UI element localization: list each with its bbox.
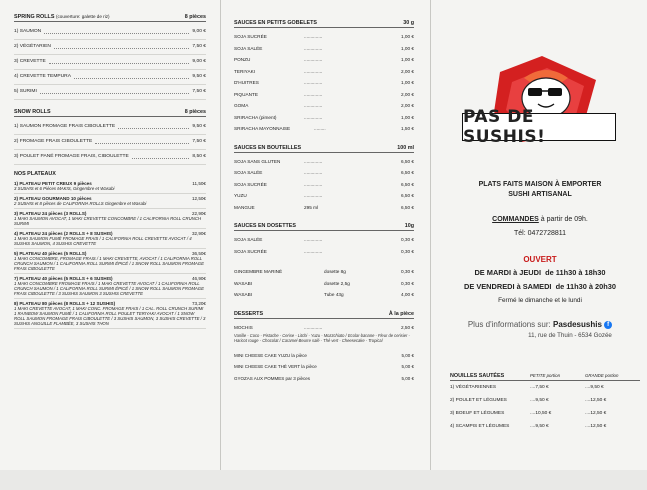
list-item: MOCHIS .............. 2,50 € bbox=[234, 324, 414, 330]
list-item: SOJA SANS GLUTEN .............. 6,50 € bbox=[234, 158, 414, 164]
item-price: 1,00 € bbox=[400, 114, 414, 120]
sauces-dosettes-list bbox=[234, 234, 414, 301]
list-item bbox=[14, 135, 206, 150]
facebook-icon: f bbox=[604, 321, 612, 329]
desserts-unit: À la pièce bbox=[388, 310, 414, 317]
hours-weekend-days: DE VENDREDI à SAMEDI bbox=[464, 282, 552, 291]
item-name: 5) SURIMI bbox=[14, 89, 37, 95]
plateau-price: 11,50€ bbox=[192, 181, 206, 186]
item-price: 7,50 € bbox=[192, 44, 206, 50]
orders-label: COMMANDES bbox=[492, 216, 539, 223]
nouilles-section bbox=[450, 373, 640, 433]
item-price: 6,50 € bbox=[400, 181, 414, 187]
list-item bbox=[234, 202, 414, 214]
list-item: 3) BOEUF ET LÉGUMES ....10,50 € ....12,50 € bbox=[450, 411, 607, 416]
item-name: PONZU bbox=[234, 57, 251, 63]
plateau-price: 22,90€ bbox=[191, 211, 206, 216]
list-item bbox=[14, 251, 206, 274]
item-price: 5,00 € bbox=[401, 375, 414, 381]
plateau-desc: 2 SUSHIS et 8 pièces de CALIFORNIA ROLLS Gingembre et Wasabi bbox=[14, 201, 147, 206]
plateau-desc: 1 MAKI CONCOMBRE FROMAGE FRAIS / 1 MAKI CREVETTE AVOCAT / 1 CALIFORNIA ROLL CRUNCH SAUMON / 1 CALIFORNIA ROLL SURIMI ÉPICÉ / 1 SNOW ROLL SAUMON FROMAGE FRAIS CIBOULETTE / 3 SUSHIS SAUMON 3 SUSHIS CREVETTE bbox=[14, 281, 204, 296]
item-name: SOJA SALÉE bbox=[234, 45, 263, 51]
grande-price: 9,50 € bbox=[590, 385, 604, 390]
snow-rolls-list bbox=[14, 120, 206, 165]
item-price: 6,50 € bbox=[400, 204, 414, 210]
item-price: 6,50 € bbox=[400, 170, 414, 176]
item-price: 5,00 € bbox=[401, 364, 414, 370]
list-item bbox=[14, 196, 206, 209]
item-name: SOJA SALÉE bbox=[234, 237, 263, 243]
petite-price: 9,50 € bbox=[535, 424, 549, 429]
sauces-gobelets-title: SAUCES EN PETITS GOBELETS bbox=[234, 20, 317, 26]
desserts-list bbox=[234, 322, 414, 384]
item-volume: 295 ml bbox=[304, 204, 319, 210]
hours-weekend-time: de 11h30 à 20h30 bbox=[555, 282, 616, 291]
plateau-title: 4) PLATEAU 24 pièces (2 ROLLS + 8 SUSHIS) bbox=[14, 231, 113, 236]
list-item: SOJA SALÉE .............. 0,30 € bbox=[234, 237, 414, 243]
item-price: 0,30 € bbox=[400, 269, 414, 275]
list-item bbox=[14, 181, 206, 194]
snow-rolls-title: SNOW ROLLS bbox=[14, 109, 51, 115]
list-item bbox=[14, 120, 206, 135]
mochis-flavours: Vanille - Coco - Pistache - Cerise - Litchi - Yuzu - Mozzchiato / Ecolar-banane - Fleur de cerisier - Haricot rouge - Chocolat / Caramel-Beurre salé - Thé vert - Cheesecake - Tropical bbox=[234, 333, 410, 344]
item-name: 1) VÉGÉTARIENNES bbox=[450, 385, 497, 390]
item-name: MINI CHEESE CAKE YUZU la pièce bbox=[234, 352, 307, 358]
item-name: 2) POULET ET LÉGUMES bbox=[450, 398, 507, 403]
plateau-price: 46,90€ bbox=[191, 276, 206, 281]
orders-line bbox=[440, 215, 640, 224]
plateau-desc: 1 MAKI CONCOMBRE, FROMAGE FRAIS / 1 MAKI CREVETTE, AVOCAT / 1 CALIFORNIA ROLL CRUNCH SAUMON / 1 CALIFORNIA ROLL SURIMI ÉPICÉ / 1 SNOW ROLL SAUMON FROMAGE FRAIS CIBOULETTE bbox=[14, 256, 204, 271]
fold-line-left bbox=[220, 0, 221, 470]
item-price: 5,00 € bbox=[401, 352, 414, 358]
item-price: 9,00 € bbox=[192, 59, 206, 65]
sauces-gobelets-header bbox=[234, 20, 414, 28]
petite-price: 10,50 € bbox=[535, 411, 552, 416]
list-item: 1) VÉGÉTARIENNES ....7,50 € ....9,50 € bbox=[450, 385, 604, 390]
sauces-gobelets-list bbox=[234, 31, 414, 135]
item-name: SOJA SUCRÉE bbox=[234, 181, 267, 187]
item-name: SOJA SUCRÉE bbox=[234, 34, 267, 40]
list-item bbox=[14, 231, 206, 249]
item-name: SRIRACHA MAYONNAISE bbox=[234, 126, 291, 132]
fold-line-right bbox=[430, 0, 431, 470]
list-item bbox=[234, 361, 414, 373]
plateau-desc: 3 SUSHIS et 6 Pièces MAKIS, Gingembre et Wasabi bbox=[14, 186, 115, 191]
item-name: 3) CREVETTE bbox=[14, 59, 46, 65]
hours-weekday-time: de 11h30 à 18h30 bbox=[545, 268, 606, 277]
more-info-label: Plus d'informations sur: bbox=[467, 320, 551, 329]
plateau-price: 36,50€ bbox=[191, 251, 206, 256]
orders-time: à partir de 09h. bbox=[540, 216, 588, 223]
item-name: 4) CREVETTE TEMPURA bbox=[14, 74, 71, 80]
plateaux-list bbox=[14, 181, 206, 329]
plateau-title: 7) PLATEAU 40 pièces (5 ROLLS + 6 SUSHIS) bbox=[14, 276, 113, 281]
list-item bbox=[14, 40, 206, 55]
spring-rolls-list bbox=[14, 25, 206, 100]
item-name: YUZU bbox=[234, 193, 247, 199]
list-item: SOJA SUCRÉE .............. 6,50 € bbox=[234, 181, 414, 187]
list-item bbox=[234, 266, 414, 278]
list-item bbox=[14, 276, 206, 299]
plateau-title: 3) PLATEAU 24 pièces (3 ROLLS) bbox=[14, 211, 87, 216]
brand-name: PAS DE SUSHIS! bbox=[462, 113, 616, 141]
item-price: 2,00 € bbox=[400, 103, 414, 109]
grande-price: 12,50 € bbox=[590, 411, 607, 416]
item-name: D'HUITRES bbox=[234, 80, 259, 86]
hours-weekday-days: DE MARDI à JEUDI bbox=[474, 268, 541, 277]
item-price: 6,50 € bbox=[400, 158, 414, 164]
spring-rolls-title: SPRING ROLLS bbox=[14, 14, 55, 20]
item-price: 9,50 € bbox=[192, 124, 206, 130]
list-item bbox=[14, 150, 206, 165]
item-price: 6,50 € bbox=[400, 193, 414, 199]
plateau-title: 2) PLATEAU GOURMAND 10 pièces bbox=[14, 196, 92, 201]
spring-rolls-header bbox=[14, 14, 206, 22]
item-price: 2,50 € bbox=[400, 324, 414, 330]
item-name: MANGUE bbox=[234, 204, 255, 210]
sauces-bouteilles-title: SAUCES EN BOUTEILLES bbox=[234, 144, 302, 151]
item-name: 3) POULET PANÉ FROMAGE FRAIS, CIBOULETTE bbox=[14, 154, 129, 160]
list-item: SRIRACHA MAYONNAISE ......... 1,50 € bbox=[234, 126, 414, 132]
address: 11, rue de Thuin - 6534 Gozée bbox=[528, 332, 612, 339]
list-item: PONZU .............. 1,00 € bbox=[234, 57, 414, 63]
snow-rolls-qty: 8 pièces bbox=[184, 109, 206, 115]
item-name: GOMA bbox=[234, 103, 249, 109]
item-name: GYOZAS AUX POMMES par 3 pièces bbox=[234, 375, 311, 381]
item-name: GINGEMBRE MARINÉ bbox=[234, 269, 283, 275]
item-price: 1,00 € bbox=[400, 80, 414, 86]
plateaux-header bbox=[14, 171, 206, 178]
phone: Tél: 0472728811 bbox=[513, 230, 567, 237]
list-item: 4) SCAMPIS ET LÉGUMES ....9,50 € ....12,50 € bbox=[450, 424, 607, 429]
column-brand-info bbox=[440, 0, 640, 470]
list-item: TERIYAKI .............. 2,00 € bbox=[234, 68, 414, 74]
list-item: SOJA SALÉE .............. 1,00 € bbox=[234, 45, 414, 51]
item-name: SRIRACHA (piment) bbox=[234, 114, 277, 120]
item-price: 7,50 € bbox=[192, 89, 206, 95]
item-price: 1,00 € bbox=[400, 34, 414, 40]
item-name: 1) SAUMON FROMAGE FRAIS CIBOULETTE bbox=[14, 124, 116, 130]
plateau-desc: 1 MAKI SAUMON AVOCAT, 1 MAKI CREVETTE CONCOMBRE / 1 CALIFORNIA ROLL CRUNCH SURIMI bbox=[14, 216, 202, 226]
list-item bbox=[14, 55, 206, 70]
desserts-header bbox=[234, 311, 414, 319]
item-name: 1) SAUMON bbox=[14, 29, 42, 35]
item-name: MOCHIS bbox=[234, 324, 253, 330]
list-item: 2) POULET ET LÉGUMES ....9,50 € ....12,50 € bbox=[450, 398, 607, 403]
list-item bbox=[14, 25, 206, 40]
petite-price: 9,50 € bbox=[535, 398, 549, 403]
sauces-dosettes-unit: 10g bbox=[404, 223, 414, 229]
list-item: GOMA .............. 2,00 € bbox=[234, 103, 414, 109]
hours-weekend bbox=[440, 282, 640, 291]
tagline-1: PLATS FAITS MAISON À EMPORTER bbox=[478, 181, 602, 188]
list-item bbox=[14, 301, 206, 329]
item-price: 9,00 € bbox=[192, 29, 206, 35]
more-info-line bbox=[440, 320, 640, 329]
item-name: PIQUANTE bbox=[234, 91, 258, 97]
list-item bbox=[234, 372, 414, 384]
list-item: YUZU .............. 6,50 € bbox=[234, 193, 414, 199]
plateau-price: 73,20€ bbox=[191, 301, 206, 306]
item-price: 9,50 € bbox=[192, 74, 206, 80]
plateau-price: 32,90€ bbox=[191, 231, 206, 236]
nouilles-title: NOUILLES SAUTÉES bbox=[450, 373, 505, 379]
plateau-title: 8) PLATEAU 80 pièces (8 ROLLS + 12 SUSHIS) bbox=[14, 301, 116, 306]
item-name: 2) VÉGÉTARIEN bbox=[14, 44, 51, 50]
item-volume: dosette 8g bbox=[324, 269, 346, 275]
closed-days: Fermé le dimanche et le lundi bbox=[498, 297, 582, 304]
item-price: 2,00 € bbox=[400, 91, 414, 97]
plateau-price: 12,50€ bbox=[191, 196, 206, 201]
list-item bbox=[14, 70, 206, 85]
plateau-desc: 1 MAKI SAUMON FUMÉ FROMAGE FRAIS / 1 CALIFORNIA ROLL CREVETTE AVOCAT / 4 SUSHIS SAUMON, 4 SUSHIS CREVETTE bbox=[14, 236, 192, 246]
column-sauces-desserts bbox=[234, 20, 414, 490]
plateau-title: 5) PLATEAU 40 pièces (5 ROLLS) bbox=[14, 251, 87, 256]
desserts-title: DESSERTS bbox=[234, 310, 264, 317]
list-item bbox=[234, 278, 414, 290]
snow-rolls-header bbox=[14, 109, 206, 117]
item-name: SOJA SUCRÉE bbox=[234, 248, 267, 254]
item-name: MINI CHEESE CAKE THÉ VERT la pièce bbox=[234, 364, 317, 370]
list-item: SOJA SUCRÉE .............. 1,00 € bbox=[234, 34, 414, 40]
item-name: SOJA SANS GLUTEN bbox=[234, 158, 281, 164]
grande-price: 12,50 € bbox=[590, 398, 607, 403]
item-name: 2) FROMAGE FRAIS CIBOULETTE bbox=[14, 139, 93, 145]
spring-rolls-subtitle: (couverture: galette de riz) bbox=[55, 14, 110, 19]
item-volume: dosette 2,5g bbox=[324, 280, 350, 286]
sauces-bouteilles-header bbox=[234, 145, 414, 153]
sauces-bouteilles-unit: 100 ml bbox=[397, 144, 414, 151]
item-name: TERIYAKI bbox=[234, 68, 256, 74]
facebook-name: Pasdesushis bbox=[552, 320, 602, 329]
list-item bbox=[14, 85, 206, 100]
item-name: 4) SCAMPIS ET LÉGUMES bbox=[450, 424, 510, 429]
item-name: SOJA SALÉE bbox=[234, 170, 263, 176]
list-item: SRIRACHA (piment) .............. 1,00 € bbox=[234, 114, 414, 120]
item-price: 0,30 € bbox=[400, 280, 414, 286]
list-item: D'HUITRES .............. 1,00 € bbox=[234, 80, 414, 86]
item-name: WASABI bbox=[234, 280, 253, 286]
sauces-gobelets-unit: 30 g bbox=[403, 20, 414, 26]
item-volume: Tube 43g bbox=[324, 292, 344, 298]
item-name: 3) BOEUF ET LÉGUMES bbox=[450, 411, 505, 416]
item-price: 1,00 € bbox=[400, 57, 414, 63]
spring-rolls-qty: 8 pièces bbox=[184, 14, 206, 20]
petite-portion-label: PETITE portion bbox=[530, 373, 561, 378]
grande-portion-label: GRANDE portion bbox=[585, 373, 619, 378]
grande-price: 12,50 € bbox=[590, 424, 607, 429]
list-item: SOJA SALÉE .............. 6,50 € bbox=[234, 170, 414, 176]
sauces-bouteilles-list bbox=[234, 156, 414, 214]
hours-weekday bbox=[440, 268, 640, 277]
item-price: 8,50 € bbox=[192, 154, 206, 160]
list-item bbox=[14, 211, 206, 229]
item-price: 7,50 € bbox=[192, 139, 206, 145]
list-item bbox=[234, 289, 414, 301]
nouilles-header bbox=[450, 373, 640, 381]
sauces-dosettes-title: SAUCES EN DOSETTES bbox=[234, 223, 297, 229]
item-price: 0,30 € bbox=[400, 248, 414, 254]
open-label: OUVERT bbox=[523, 255, 557, 264]
item-price: 1,00 € bbox=[400, 45, 414, 51]
list-item bbox=[234, 349, 414, 361]
plateau-desc: 1 MAKI CREVETTE AVOCAT, 1 MAKI CONC. FROMAGE FRAIS / 1 CAL. ROLL CRUNCH SURIMI 1 RAINBOW SAUMON FUMÉ / 1 CALIFORNIA ROLL POULET TERIYAKI AVOCAT / 1 SNOW ROLL SAUMON FROMAGE FRAIS CIBOULETTE / 3 SUSHIS SAUMON, 3 SUSHIS CREVETTE / 3 SUSHIS ANGUILLE FLAMBÉE, 3 SUSHIS THON bbox=[14, 306, 206, 326]
plateau-title: 1) PLATEAU PETIT CREUX 9 pièces bbox=[14, 181, 92, 186]
tagline-2: SUSHI ARTISANAL bbox=[508, 191, 572, 198]
item-price: 1,50 € bbox=[400, 126, 414, 132]
list-item: PIQUANTE .............. 2,00 € bbox=[234, 91, 414, 97]
list-item: SOJA SUCRÉE .............. 0,30 € bbox=[234, 248, 414, 254]
item-price: 0,30 € bbox=[400, 237, 414, 243]
item-price: 2,00 € bbox=[400, 68, 414, 74]
plateaux-title: NOS PLATEAUX bbox=[14, 171, 56, 177]
sauces-dosettes-header bbox=[234, 223, 414, 231]
item-price: 4,00 € bbox=[400, 292, 414, 298]
column-rolls-plateaux bbox=[14, 14, 206, 484]
item-name: WASABI bbox=[234, 292, 253, 298]
petite-price: 7,50 € bbox=[535, 385, 549, 390]
